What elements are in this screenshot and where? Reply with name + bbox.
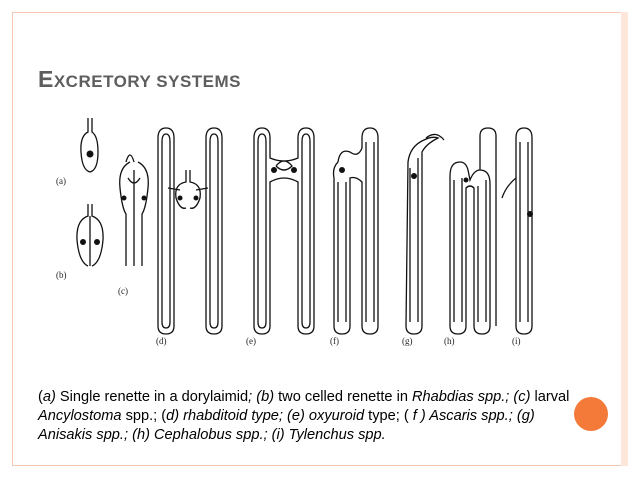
caption-part: ( [38, 389, 43, 405]
figure-caption [38, 388, 588, 445]
decorative-orange-circle [574, 397, 608, 431]
caption-part: larval [530, 389, 570, 405]
figure-label-c: (c) [118, 286, 128, 296]
slide-title [38, 66, 241, 93]
figure-label-f: (f) [330, 336, 339, 346]
caption-part: a) [42, 389, 56, 405]
caption-part: Ancylostoma [38, 408, 122, 424]
caption-part: ; (b) [248, 389, 275, 405]
caption-part: two celled renette in [274, 389, 412, 405]
figure-label-e: (e) [246, 336, 256, 346]
figure-label-d: (d) [156, 336, 167, 346]
caption-part: type; ( [364, 408, 413, 424]
figure-label-b: (b) [56, 270, 67, 280]
caption-part: f ) Ascaris spp.; (g) Anisakis spp.; (h) Cephalobus spp.; (i) Tylenchus spp. [38, 408, 535, 443]
figure-label-g: (g) [402, 336, 413, 346]
caption-part: Rhabdias spp.; (c) [412, 389, 531, 405]
caption-part: Single renette in a dorylaimid [55, 389, 249, 405]
figure-label-a: (a) [56, 176, 66, 186]
slide-title-initial: E [38, 66, 54, 92]
figure-label-i: (i) [512, 336, 521, 346]
caption-part: d) rhabditoid type; (e) oxyuroid [166, 408, 365, 424]
excretory-systems-figure [40, 118, 590, 362]
caption-part: spp.; ( [121, 408, 167, 424]
slide-side-bar [621, 12, 628, 466]
slide-title-rest: XCRETORY SYSTEMS [53, 72, 242, 91]
figure-label-h: (h) [444, 336, 455, 346]
